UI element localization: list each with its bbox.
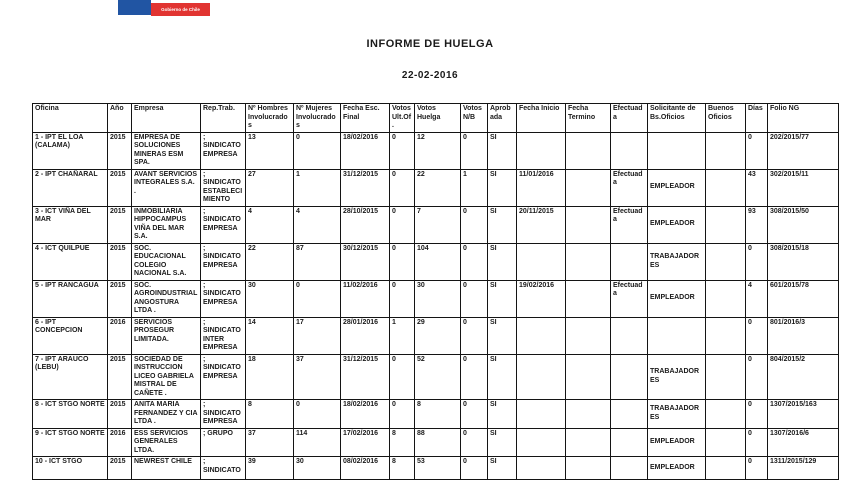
table-cell: 2015 bbox=[108, 280, 132, 317]
table-cell bbox=[566, 169, 611, 206]
table-cell: 2015 bbox=[108, 132, 132, 169]
table-cell: 1311/2015/129 bbox=[768, 457, 839, 480]
table-cell: 0 bbox=[746, 457, 768, 480]
table-cell: ESS SERVICIOS GENERALES LTDA. bbox=[132, 428, 201, 457]
table-cell: SI bbox=[488, 169, 517, 206]
table-cell: 801/2016/3 bbox=[768, 317, 839, 354]
table-cell: 0 bbox=[746, 400, 768, 429]
table-cell: 114 bbox=[294, 428, 341, 457]
report-title: INFORME DE HUELGA bbox=[366, 38, 494, 50]
column-header: Empresa bbox=[132, 104, 201, 133]
table-cell: SERVICIOS PROSEGUR LIMITADA. bbox=[132, 317, 201, 354]
column-header: Oficina bbox=[33, 104, 108, 133]
table-cell: 9 - ICT STGO NORTE bbox=[33, 428, 108, 457]
table-cell: 37 bbox=[294, 354, 341, 400]
table-cell: TRABAJADORES bbox=[648, 354, 706, 400]
column-header: Días bbox=[746, 104, 768, 133]
table-cell: SI bbox=[488, 243, 517, 280]
table-cell bbox=[706, 280, 746, 317]
table-cell: ANITA MARIA FERNANDEZ Y CIA LTDA . bbox=[132, 400, 201, 429]
table-cell: 3 - ICT VIÑA DEL MAR bbox=[33, 206, 108, 243]
table-cell bbox=[706, 428, 746, 457]
table-cell bbox=[706, 457, 746, 480]
table-cell: 0 bbox=[461, 428, 488, 457]
flag-blue-icon bbox=[118, 0, 151, 15]
table-cell: 88 bbox=[415, 428, 461, 457]
table-cell bbox=[611, 354, 648, 400]
table-cell: Efectuada bbox=[611, 280, 648, 317]
table-row bbox=[33, 206, 839, 243]
table-cell: 18 bbox=[246, 354, 294, 400]
column-header: Nº Hombres Involucrados bbox=[246, 104, 294, 133]
report-date: 22-02-2016 bbox=[401, 70, 459, 81]
table-cell: ; SINDICATO EMPRESA bbox=[201, 243, 246, 280]
table-cell: 0 bbox=[461, 206, 488, 243]
table-cell: 2015 bbox=[108, 169, 132, 206]
table-cell: SI bbox=[488, 400, 517, 429]
table-cell: 7 - IPT ARAUCO (LEBU) bbox=[33, 354, 108, 400]
table-cell: 43 bbox=[746, 169, 768, 206]
table-row bbox=[33, 400, 839, 429]
table-cell: 0 bbox=[390, 354, 415, 400]
table-cell: 1 bbox=[390, 317, 415, 354]
table-cell bbox=[611, 132, 648, 169]
table-cell: ; SINDICATO EMPRESA bbox=[201, 400, 246, 429]
table-cell: 8 bbox=[390, 428, 415, 457]
table-cell: ; SINDICATO EMPRESA bbox=[201, 132, 246, 169]
table-cell: 0 bbox=[294, 132, 341, 169]
table-cell: 0 bbox=[390, 280, 415, 317]
table-cell: 0 bbox=[390, 132, 415, 169]
flag-red-icon bbox=[151, 3, 210, 16]
huelga-table bbox=[32, 103, 839, 480]
table-cell bbox=[517, 400, 566, 429]
table-cell: 0 bbox=[294, 400, 341, 429]
column-header: Efectuada bbox=[611, 104, 648, 133]
table-cell bbox=[566, 132, 611, 169]
table-cell: 4 - ICT QUILPUE bbox=[33, 243, 108, 280]
table-cell bbox=[517, 428, 566, 457]
table-cell: 308/2015/50 bbox=[768, 206, 839, 243]
table-cell: EMPLEADOR bbox=[648, 428, 706, 457]
table-cell bbox=[611, 317, 648, 354]
table-cell bbox=[566, 243, 611, 280]
table-cell bbox=[706, 243, 746, 280]
table-cell: AVANT SERVICIOS INTEGRALES S.A. . bbox=[132, 169, 201, 206]
table-cell: 0 bbox=[746, 243, 768, 280]
table-cell: 0 bbox=[461, 457, 488, 480]
table-cell: TRABAJADORES bbox=[648, 400, 706, 429]
table-cell: 17/02/2016 bbox=[341, 428, 390, 457]
table-row bbox=[33, 317, 839, 354]
table-cell: ; SINDICATO EMPRESA bbox=[201, 280, 246, 317]
column-header: Votos Ult.Of. bbox=[390, 104, 415, 133]
table-header-row bbox=[33, 104, 839, 133]
table-cell: 202/2015/77 bbox=[768, 132, 839, 169]
table-cell: 30/12/2015 bbox=[341, 243, 390, 280]
table-cell: 804/2015/2 bbox=[768, 354, 839, 400]
table-row bbox=[33, 457, 839, 480]
table-cell: 08/02/2016 bbox=[341, 457, 390, 480]
table-cell bbox=[517, 354, 566, 400]
table-cell: 53 bbox=[415, 457, 461, 480]
table-cell: 93 bbox=[746, 206, 768, 243]
table-cell: 2 - IPT CHAÑARAL bbox=[33, 169, 108, 206]
table-cell: 10 - ICT STGO bbox=[33, 457, 108, 480]
table-cell: Efectuada bbox=[611, 169, 648, 206]
table-cell: 601/2015/78 bbox=[768, 280, 839, 317]
table-cell: 8 bbox=[246, 400, 294, 429]
table-cell: 2015 bbox=[108, 400, 132, 429]
table-cell: TRABAJADORES bbox=[648, 243, 706, 280]
table-cell: ; SINDICATO EMPRESA bbox=[201, 354, 246, 400]
table-cell bbox=[648, 317, 706, 354]
table-cell: 52 bbox=[415, 354, 461, 400]
table-cell bbox=[611, 400, 648, 429]
table-cell: 2016 bbox=[108, 428, 132, 457]
table-cell: Efectuada bbox=[611, 206, 648, 243]
column-header: Nº Mujeres Involucrados bbox=[294, 104, 341, 133]
column-header: Fecha Esc. Final bbox=[341, 104, 390, 133]
table-cell: 39 bbox=[246, 457, 294, 480]
table-row bbox=[33, 132, 839, 169]
table-cell: 0 bbox=[746, 428, 768, 457]
table-cell: EMPLEADOR bbox=[648, 206, 706, 243]
huelga-table-container bbox=[32, 103, 838, 480]
column-header: Rep.Trab. bbox=[201, 104, 246, 133]
table-cell: 19/02/2016 bbox=[517, 280, 566, 317]
table-row bbox=[33, 169, 839, 206]
table-cell bbox=[706, 400, 746, 429]
table-cell: 1 - IPT EL LOA (CALAMA) bbox=[33, 132, 108, 169]
column-header: Folio NG bbox=[768, 104, 839, 133]
table-cell: 4 bbox=[294, 206, 341, 243]
table-cell: 27 bbox=[246, 169, 294, 206]
table-cell: ; SINDICATO ESTABLECIMIENTO bbox=[201, 169, 246, 206]
table-cell: SI bbox=[488, 280, 517, 317]
column-header: Aprobada bbox=[488, 104, 517, 133]
table-cell: 8 bbox=[390, 457, 415, 480]
table-cell: SOC. EDUCACIONAL COLEGIO NACIONAL S.A. bbox=[132, 243, 201, 280]
table-cell bbox=[566, 280, 611, 317]
table-cell bbox=[611, 457, 648, 480]
table-cell: 6 - IPT CONCEPCION bbox=[33, 317, 108, 354]
table-cell: 4 bbox=[746, 280, 768, 317]
table-cell: 30 bbox=[294, 457, 341, 480]
table-cell: 4 bbox=[246, 206, 294, 243]
table-cell: 8 - ICT STGO NORTE bbox=[33, 400, 108, 429]
table-cell bbox=[611, 428, 648, 457]
table-cell: SOC. AGROINDUSTRIAL ANGOSTURA LTDA . bbox=[132, 280, 201, 317]
table-row bbox=[33, 428, 839, 457]
column-header: Votos N/B bbox=[461, 104, 488, 133]
table-cell: 1 bbox=[294, 169, 341, 206]
table-row bbox=[33, 280, 839, 317]
table-cell: 2016 bbox=[108, 317, 132, 354]
table-cell bbox=[566, 400, 611, 429]
table-cell: 14 bbox=[246, 317, 294, 354]
table-cell: 18/02/2016 bbox=[341, 400, 390, 429]
table-cell bbox=[566, 428, 611, 457]
table-cell bbox=[611, 243, 648, 280]
table-cell: 37 bbox=[246, 428, 294, 457]
table-cell: 0 bbox=[294, 280, 341, 317]
table-cell: 30 bbox=[246, 280, 294, 317]
column-header: Año bbox=[108, 104, 132, 133]
table-cell: INMOBILIARIA HIPPOCAMPUS VIÑA DEL MAR S.A. bbox=[132, 206, 201, 243]
table-cell: 0 bbox=[461, 132, 488, 169]
table-cell: 30 bbox=[415, 280, 461, 317]
table-cell bbox=[517, 132, 566, 169]
table-cell: 0 bbox=[390, 169, 415, 206]
column-header: Solicitante de Bs.Oficios bbox=[648, 104, 706, 133]
table-cell: EMPRESA DE SOLUCIONES MINERAS ESM SPA. bbox=[132, 132, 201, 169]
table-cell: 0 bbox=[390, 206, 415, 243]
table-cell: 2015 bbox=[108, 243, 132, 280]
table-cell: 11/02/2016 bbox=[341, 280, 390, 317]
table-cell: 104 bbox=[415, 243, 461, 280]
table-cell: EMPLEADOR bbox=[648, 169, 706, 206]
table-cell bbox=[517, 243, 566, 280]
column-header: Votos Huelga bbox=[415, 104, 461, 133]
table-cell: EMPLEADOR bbox=[648, 280, 706, 317]
table-cell: ; SINDICATO EMPRESA bbox=[201, 206, 246, 243]
column-header: Fecha Inicio bbox=[517, 104, 566, 133]
table-cell: 1307/2015/163 bbox=[768, 400, 839, 429]
table-cell: 87 bbox=[294, 243, 341, 280]
table-cell: 0 bbox=[461, 400, 488, 429]
table-cell: NEWREST CHILE bbox=[132, 457, 201, 480]
table-cell bbox=[706, 317, 746, 354]
logo-label: Gobierno de Chile bbox=[161, 6, 200, 13]
table-cell: SI bbox=[488, 457, 517, 480]
table-cell: 8 bbox=[415, 400, 461, 429]
table-cell: 11/01/2016 bbox=[517, 169, 566, 206]
table-cell: 2015 bbox=[108, 206, 132, 243]
table-cell: 0 bbox=[746, 354, 768, 400]
table-cell: 18/02/2016 bbox=[341, 132, 390, 169]
table-cell bbox=[517, 457, 566, 480]
table-cell: 0 bbox=[390, 400, 415, 429]
table-cell: 13 bbox=[246, 132, 294, 169]
table-cell: SI bbox=[488, 354, 517, 400]
table-cell: EMPLEADOR bbox=[648, 457, 706, 480]
column-header: Buenos Oficios bbox=[706, 104, 746, 133]
table-cell: 17 bbox=[294, 317, 341, 354]
table-cell: 29 bbox=[415, 317, 461, 354]
table-cell: 2015 bbox=[108, 354, 132, 400]
column-header: Fecha Termino bbox=[566, 104, 611, 133]
table-cell bbox=[566, 317, 611, 354]
table-cell: 0 bbox=[461, 317, 488, 354]
table-row bbox=[33, 243, 839, 280]
table-cell: ; SINDICATO bbox=[201, 457, 246, 480]
table-cell: 7 bbox=[415, 206, 461, 243]
table-cell: 0 bbox=[461, 243, 488, 280]
table-cell: 22 bbox=[246, 243, 294, 280]
table-cell: 20/11/2015 bbox=[517, 206, 566, 243]
table-cell: 0 bbox=[746, 317, 768, 354]
table-cell: 1307/2016/6 bbox=[768, 428, 839, 457]
table-cell: 31/12/2015 bbox=[341, 354, 390, 400]
table-cell: SI bbox=[488, 317, 517, 354]
table-cell: SOCIEDAD DE INSTRUCCION LICEO GABRIELA MISTRAL DE CAÑETE . bbox=[132, 354, 201, 400]
table-cell bbox=[706, 169, 746, 206]
table-cell: 12 bbox=[415, 132, 461, 169]
table-cell: 28/10/2015 bbox=[341, 206, 390, 243]
table-cell: SI bbox=[488, 428, 517, 457]
table-cell: 0 bbox=[390, 243, 415, 280]
table-row bbox=[33, 354, 839, 400]
table-cell: 22 bbox=[415, 169, 461, 206]
table-cell bbox=[706, 132, 746, 169]
table-cell bbox=[566, 457, 611, 480]
table-cell bbox=[566, 206, 611, 243]
table-cell: 0 bbox=[746, 132, 768, 169]
table-cell bbox=[566, 354, 611, 400]
table-cell: ; SINDICATO INTER EMPRESA bbox=[201, 317, 246, 354]
table-cell bbox=[517, 317, 566, 354]
table-cell: SI bbox=[488, 132, 517, 169]
table-cell bbox=[706, 354, 746, 400]
table-cell: 0 bbox=[461, 280, 488, 317]
table-cell: 5 - IPT RANCAGUA bbox=[33, 280, 108, 317]
table-cell: ; GRUPO bbox=[201, 428, 246, 457]
table-cell: 0 bbox=[461, 354, 488, 400]
table-cell: 302/2015/11 bbox=[768, 169, 839, 206]
table-cell bbox=[706, 206, 746, 243]
table-cell bbox=[648, 132, 706, 169]
table-cell: 28/01/2016 bbox=[341, 317, 390, 354]
table-cell: SI bbox=[488, 206, 517, 243]
table-cell: 31/12/2015 bbox=[341, 169, 390, 206]
table-cell: 308/2015/18 bbox=[768, 243, 839, 280]
table-cell: 2015 bbox=[108, 457, 132, 480]
table-cell: 1 bbox=[461, 169, 488, 206]
